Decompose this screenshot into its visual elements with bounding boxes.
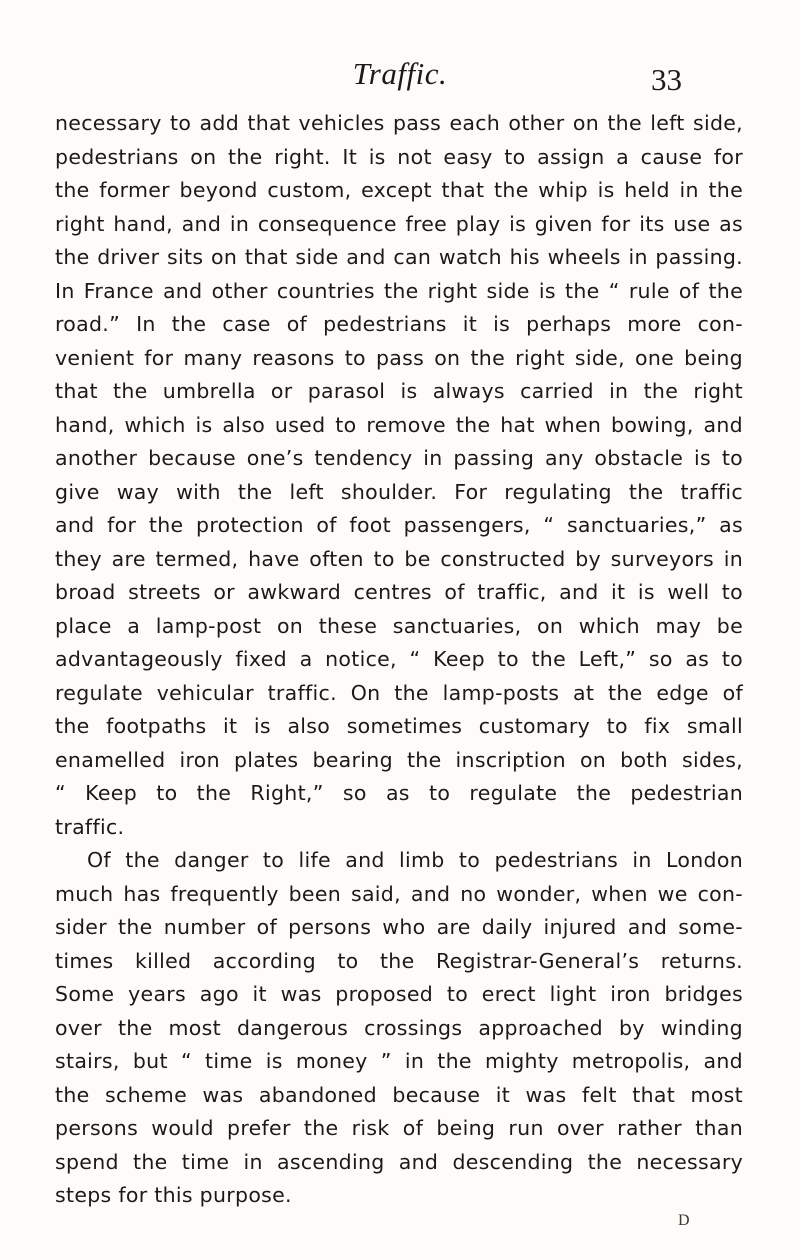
text-line: the driver sits on that side and can watch his wheels in passing.: [55, 245, 743, 269]
signature-mark: D: [678, 1212, 690, 1229]
text-line: and for the protection of foot passengers, “ sanctuaries,” as: [55, 513, 743, 537]
text-line: steps for this purpose.: [55, 1183, 292, 1207]
text-line: “ Keep to the Right,” so as to regulate the pedestrian: [55, 781, 743, 805]
text-line: broad streets or awkward centres of traffic, and it is well to: [55, 580, 743, 604]
text-line: Some years ago it was proposed to erect light iron bridges: [55, 982, 743, 1006]
text-line: the footpaths it is also sometimes customary to fix small: [55, 714, 743, 738]
text-line: pedestrians on the right. It is not easy to assign a cause for: [55, 144, 743, 169]
page-number: 33: [651, 62, 682, 97]
text-line: give way with the left shoulder. For regulating the traffic: [55, 479, 743, 504]
text-line: Of the danger to life and limb to pedestrians in London: [87, 848, 743, 872]
paragraph-1: [55, 107, 743, 844]
text-line: sider the number of persons who are daily injured and some-: [55, 915, 743, 939]
text-line: venient for many reasons to pass on the right side, one being: [55, 345, 743, 370]
text-line: spend the time in ascending and descending the necessary: [55, 1149, 743, 1174]
text-line: stairs, but “ time is money ” in the mighty metropolis, and: [55, 1049, 743, 1073]
text-line: regulate vehicular traffic. On the lamp-posts at the edge of: [55, 680, 743, 705]
text-line: place a lamp-post on these sanctuaries, on which may be: [55, 613, 743, 638]
text-line: times killed according to the Registrar-General’s returns.: [55, 948, 743, 973]
text-line: much has frequently been said, and no wonder, when we con-: [55, 881, 743, 906]
text-line: the former beyond custom, except that the whip is held in the: [55, 178, 743, 202]
text-line: over the most dangerous crossings approached by winding: [55, 1015, 743, 1040]
text-line: right hand, and in consequence free play is given for its use as: [55, 211, 743, 236]
paragraph-2: [55, 844, 743, 1213]
text-line: advantageously fixed a notice, “ Keep to the Left,” so as to: [55, 647, 743, 671]
text-line: In France and other countries the right side is the “ rule of the: [55, 278, 743, 303]
body-text: [55, 107, 743, 1213]
text-line: hand, which is also used to remove the hat when bowing, and: [55, 412, 743, 437]
text-line: road.” In the case of pedestrians it is perhaps more con-: [55, 312, 743, 336]
text-line: enamelled iron plates bearing the inscription on both sides,: [55, 747, 743, 772]
running-title: Traffic.: [352, 56, 448, 91]
text-line: another because one’s tendency in passing any obstacle is to: [55, 446, 743, 470]
text-line: persons would prefer the risk of being run over rather than: [55, 1116, 743, 1140]
text-line: traffic.: [55, 814, 125, 839]
text-line: the scheme was abandoned because it was felt that most: [55, 1082, 743, 1107]
text-line: they are termed, have often to be constructed by surveyors in: [55, 546, 743, 571]
text-line: that the umbrella or parasol is always carried in the right: [55, 379, 743, 403]
text-line: necessary to add that vehicles pass each other on the left side,: [55, 111, 743, 135]
